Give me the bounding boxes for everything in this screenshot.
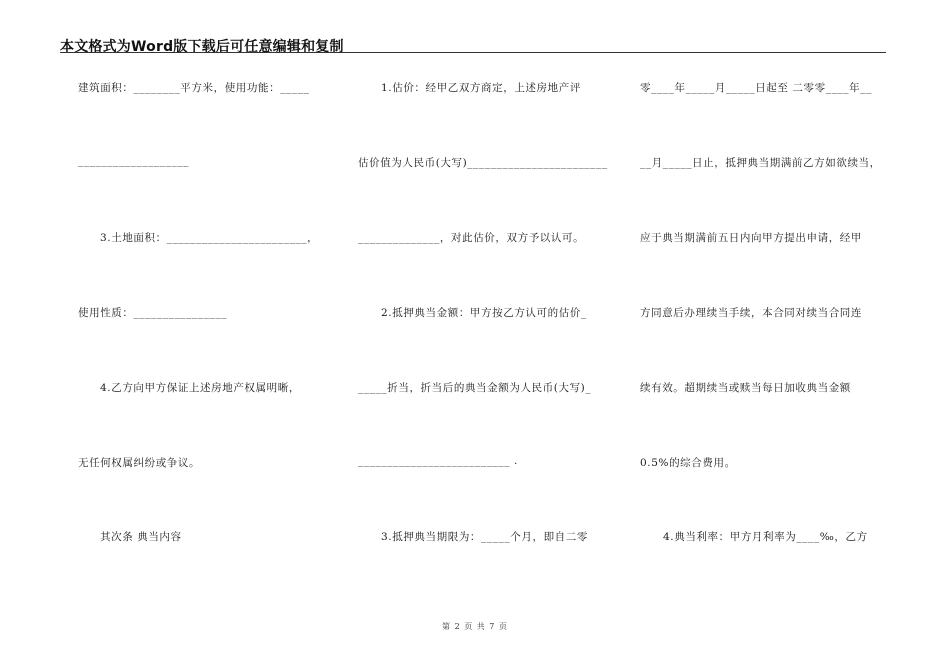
text-line: 应于典当期满前五日内向甲方提出申请，经甲 [640,232,862,244]
text-line: 建筑面积：________平方米，使用功能：_____ [78,82,310,94]
text-line: 4.乙方向甲方保证上述房地产权属明晰， [100,382,300,394]
text-line: ___________________ [78,155,190,167]
document-header-title: 本文格式为Word版下载后可任意编辑和复制 [60,39,344,55]
text-line: 2.抵押典当金额：甲方按乙方认可的估价_ [381,307,587,319]
text-line: 零____年_____月_____日起至 二零零____年__ [640,82,872,94]
header-divider [60,52,886,53]
text-line: 方同意后办理续当手续，本合同对续当合同连 [640,307,862,319]
text-line: ______________，对此估价，双方予以认可。 [358,232,585,244]
page-number: 第 2 页 共 7 页 [442,622,508,631]
text-line: _____折当，折当后的典当金额为人民币(大写)_ [358,382,592,394]
text-line: 3.土地面积：________________________， [100,232,319,244]
section-heading: 其次条 典当内容 [100,531,182,543]
text-line: 4.典当利率：甲方月利率为____‰，乙方 [663,531,868,543]
text-line: 估价值为人民币(大写)________________________ [358,157,608,169]
text-line: 续有效。超期续当或赎当每日加收典当金额 [640,382,851,394]
text-line: __月_____日止，抵押典当期满前乙方如欲续当， [640,157,881,169]
text-line: 0.5%的综合费用。 [640,457,736,469]
text-line: __________________________ . [358,455,518,467]
text-line: 3.抵押典当期限为：_____个月，即自二零 [381,531,588,543]
text-line: 无任何权属纠纷或争议。 [78,457,201,469]
text-line: 1.估价：经甲乙双方商定，上述房地产评 [381,82,581,94]
text-line: 使用性质：________________ [78,307,228,319]
